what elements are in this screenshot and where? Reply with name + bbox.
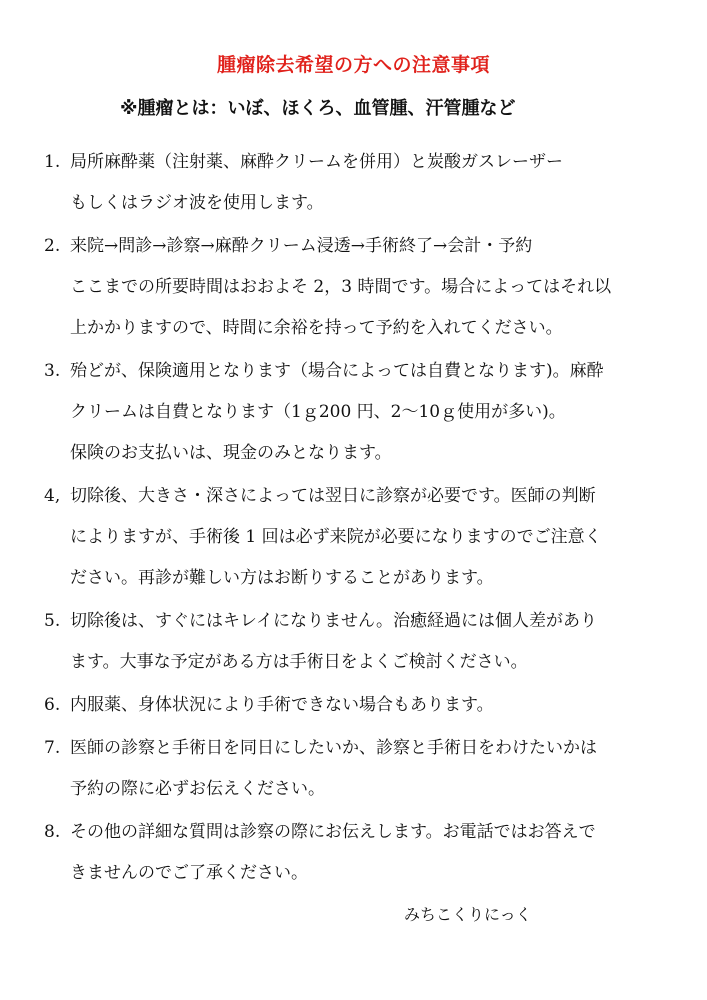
item-number: 1.: [44, 152, 61, 172]
notice-list: [44, 142, 674, 896]
item-text-line: 切除後、大きさ・深さによっては翌日に診察が必要です。医師の判断: [70, 486, 596, 506]
item-text-line: クリームは自費となります（1ｇ200 円、2～10ｇ使用が多い)。: [70, 402, 566, 422]
notice-item-6: [44, 685, 674, 726]
item-text-line: ださい。再診が難しい方はお断りすることがあります。: [70, 568, 494, 588]
item-number: 2.: [44, 236, 61, 256]
item-text-line: 予約の際に必ずお伝えください。: [70, 779, 325, 799]
item-text-line: 来院→問診→診察→麻酔クリーム浸透→手術終了→会計・予約: [70, 236, 533, 256]
item-text-line: 上かかりますので、時間に余裕を持って予約を入れてください。: [70, 318, 563, 338]
notice-item-2: [44, 226, 674, 349]
notice-item-5: [44, 601, 674, 683]
item-number: 3.: [44, 361, 61, 381]
notice-item-1: [44, 142, 674, 224]
notice-item-8: [44, 812, 674, 894]
item-number: 8.: [44, 822, 61, 842]
item-text-line: その他の詳細な質問は診察の際にお伝えします。お電話ではお答えで: [70, 822, 596, 842]
item-text-line: 医師の診察と手術日を同日にしたいか、診察と手術日をわけたいかは: [70, 738, 597, 758]
page-title: 腫瘤除去希望の方への注意事項: [216, 54, 490, 76]
item-text-line: ここまでの所要時間はおおよそ 2，3 時間です。場合によってはそれ以: [70, 277, 612, 297]
item-number: 4,: [44, 486, 61, 506]
notice-item-7: [44, 728, 674, 810]
item-text-line: 保険のお支払いは、現金のみとなります。: [70, 443, 392, 463]
item-text-line: きませんのでご了承ください。: [70, 863, 308, 883]
item-text-line: 殆どが、保険適用となります（場合によっては自費となります)。麻酔: [70, 361, 604, 381]
item-text-line: 内服薬、身体状況により手術できない場合もあります。: [70, 695, 494, 715]
item-number: 7.: [44, 738, 61, 758]
item-number: 5.: [44, 611, 61, 631]
item-text-line: ます。大事な予定がある方は手術日をよくご検討ください。: [70, 652, 528, 672]
item-text-line: によりますが、手術後 1 回は必ず来院が必要になりますのでご注意く: [70, 527, 602, 547]
item-text-line: もしくはラジオ波を使用します。: [70, 193, 324, 213]
notice-item-4: [44, 476, 674, 599]
item-number: 6.: [44, 695, 61, 715]
clinic-signature: みちこくりにっく: [404, 905, 532, 924]
notice-item-3: [44, 351, 674, 474]
item-text-line: 切除後は、すぐにはキレイになりません。治癒経過には個人差があり: [70, 611, 597, 631]
subtitle-definition: ※腫瘤とは：いぼ、ほくろ、血管腫、汗管腫など: [120, 98, 516, 119]
item-text-line: 局所麻酔薬（注射薬、麻酔クリームを併用）と炭酸ガスレーザー: [70, 152, 563, 172]
